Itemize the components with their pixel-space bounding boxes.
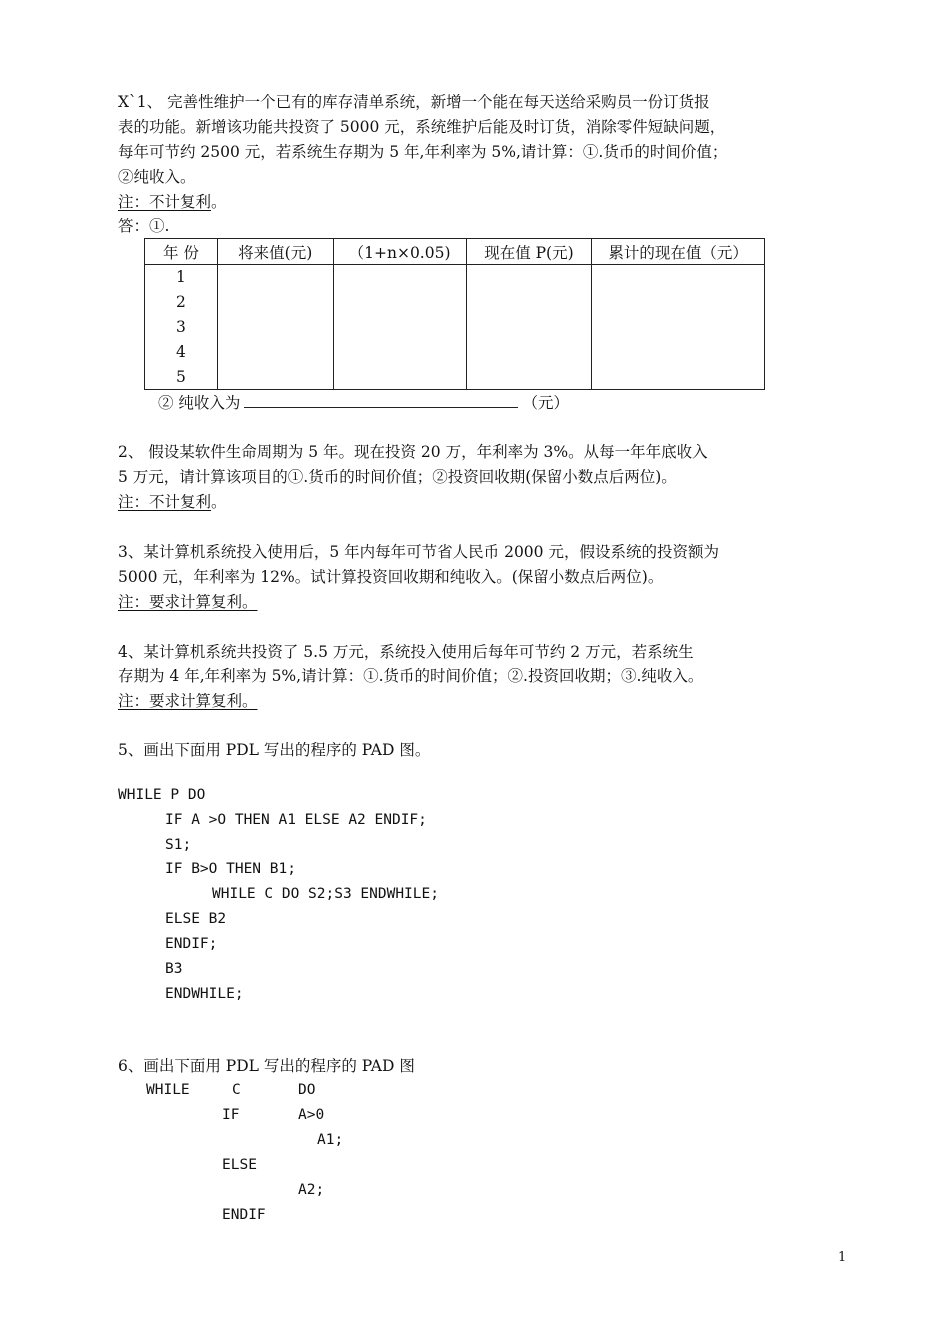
q5-code-line: S1; [165, 837, 192, 853]
q1-answer: 答：①. [118, 217, 170, 235]
q2-note-text: 注：不计复利 [118, 493, 212, 511]
q6-code-token: IF [222, 1107, 240, 1123]
year-cell: 4 [145, 339, 218, 364]
q1-line-2: 表的功能。新增该功能共投资了 5000 元，系统维护后能及时订货，消除零件短缺问题， [118, 118, 726, 136]
table-header-row [145, 239, 765, 265]
q2-line-2: 5 万元，请计算该项目的①.货币的时间价值；②投资回收期(保留小数点后两位)。 [118, 468, 677, 486]
q5-code-line: IF A >O THEN A1 ELSE A2 ENDIF; [165, 812, 427, 828]
q5-code-line: ELSE B2 [165, 911, 227, 927]
q6-code-token: ENDIF [222, 1207, 266, 1223]
net-income-unit: （元） [522, 394, 569, 412]
q4-line-1: 4、某计算机系统共投资了 5.5 万元，系统投入使用后每年可节约 2 万元，若系统生 [118, 643, 694, 661]
q1-net-income [158, 391, 878, 415]
year-cell: 5 [145, 364, 218, 389]
q6-code-token: DO [298, 1082, 316, 1098]
q2-note [118, 490, 838, 514]
q5-code-line: ENDWHILE; [165, 986, 244, 1002]
q3-line-2: 5000 元，年利率为 12%。试计算投资回收期和纯收入。(保留小数点后两位)。 [118, 568, 664, 586]
q1-line-1: X`1、 完善性维护一个已有的库存清单系统，新增一个能在每天送给采购员一份订货报 [118, 93, 710, 111]
q3-line-1: 3、某计算机系统投入使用后，5 年内每年可节省人民币 2000 元，假设系统的投资额为 [118, 543, 719, 561]
q2-note-tail: 。 [211, 493, 227, 511]
page-number: 1 [838, 1250, 847, 1265]
table-row [145, 364, 765, 389]
q1-note-text: 注：不计复利 [118, 193, 212, 211]
q1-line-4: ②纯收入。 [118, 168, 196, 186]
year-cell: 2 [145, 290, 218, 315]
present-value-table [144, 238, 765, 390]
q5-code-line: ENDIF; [165, 936, 218, 952]
q1-line-3: 每年可节约 2500 元，若系统生存期为 5 年,年利率为 5%,请计算：①.货币的时间价值； [118, 143, 728, 161]
table-row [145, 339, 765, 364]
net-income-blank [244, 391, 518, 408]
q3-note [118, 590, 838, 614]
q6-code-token: ELSE [222, 1157, 257, 1173]
q5-code-line: IF B>O THEN B1; [165, 861, 296, 877]
table-row [145, 290, 765, 315]
q6-code-token: A2; [298, 1182, 325, 1198]
header-factor: （1+n×0.05) [333, 239, 466, 265]
q4-line-2: 存期为 4 年,年利率为 5%,请计算：①.货币的时间价值；②.投资回收期；③.纯收入。 [118, 667, 704, 685]
q4-note [118, 689, 838, 713]
q6-code-token: C [232, 1082, 241, 1098]
q4-note-text: 注：要求计算复利。 [118, 692, 258, 710]
q6-code-token: WHILE [146, 1082, 190, 1098]
header-future-value: 将来值(元) [217, 239, 333, 265]
header-present-value: 现在值 P(元) [466, 239, 592, 265]
q6-code-token: A>0 [298, 1107, 325, 1123]
net-income-label: ② 纯收入为 [158, 394, 241, 412]
year-cell: 3 [145, 315, 218, 340]
q5-code-line: WHILE C DO S2;S3 ENDWHILE; [212, 886, 439, 902]
q2-line-1: 2、 假设某软件生命周期为 5 年。现在投资 20 万，年利率为 3%。从每一年年底收入 [118, 443, 708, 461]
q1-note-tail: 。 [211, 193, 227, 211]
q3-note-text: 注：要求计算复利。 [118, 593, 258, 611]
q5-title: 5、画出下面用 PDL 写出的程序的 PAD 图。 [118, 741, 431, 759]
q5-code-line: WHILE P DO [118, 787, 206, 803]
q5-code-line: B3 [165, 961, 183, 977]
table-row [145, 315, 765, 340]
header-year: 年 份 [145, 239, 218, 265]
year-cell: 1 [145, 265, 218, 290]
header-cumulative-pv: 累计的现在值（元） [592, 239, 765, 265]
q6-title: 6、画出下面用 PDL 写出的程序的 PAD 图 [118, 1057, 415, 1075]
q6-code-token: A1; [317, 1132, 344, 1148]
q1-note [118, 190, 838, 214]
table-row [145, 265, 765, 290]
